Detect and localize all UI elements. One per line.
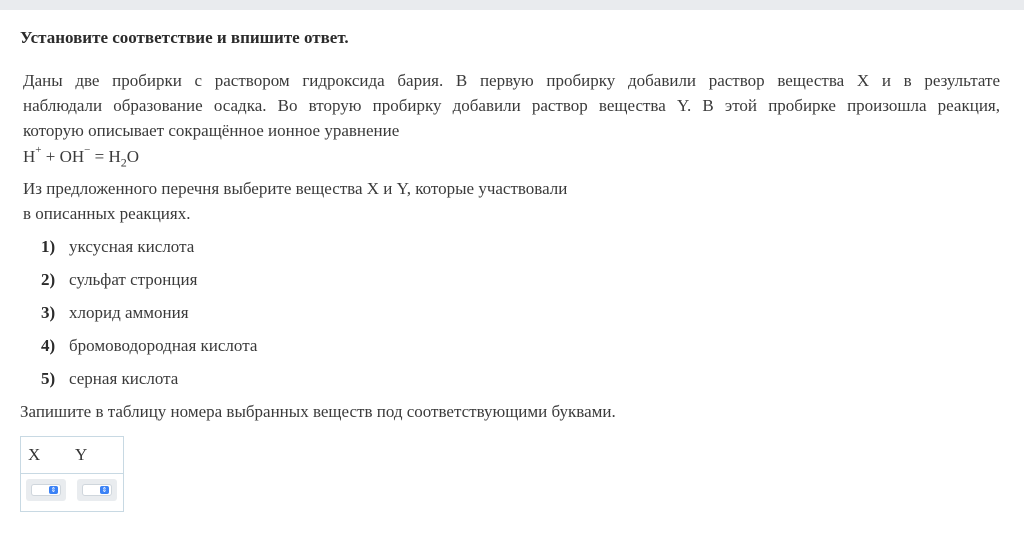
eq-oh-charge: − bbox=[84, 144, 91, 157]
option-number: 5) bbox=[41, 369, 56, 388]
option-label: уксусная кислота bbox=[69, 237, 195, 256]
answer-cell-y bbox=[72, 474, 124, 512]
paragraph-line: наблюдали образование осадка. Во вторую пробирку добавили раствор вещества Y. В этой пробирке произошла реакция, bbox=[23, 96, 1000, 115]
select-x-dropdown[interactable] bbox=[31, 484, 61, 496]
select-y-dropdown[interactable] bbox=[82, 484, 112, 496]
option-item bbox=[41, 336, 257, 356]
option-number: 4) bbox=[41, 336, 56, 355]
chevron-updown-icon: ⇕ bbox=[101, 486, 108, 494]
option-number: 2) bbox=[41, 270, 56, 289]
answer-select-row bbox=[21, 474, 124, 512]
chevron-updown-icon: ⇕ bbox=[50, 486, 57, 494]
option-number: 3) bbox=[41, 303, 56, 322]
option-number: 1) bbox=[41, 237, 56, 256]
option-label: хлорид аммония bbox=[69, 303, 189, 322]
answer-table bbox=[20, 436, 124, 512]
choose-line: Из предложенного перечня выберите вещества X и Y, которые участвовали bbox=[23, 179, 568, 198]
eq-equals-h: = H bbox=[90, 147, 121, 166]
column-y-header: Y bbox=[75, 445, 88, 464]
answer-header-row bbox=[21, 437, 124, 474]
select-x-wrapper bbox=[26, 479, 66, 501]
top-bar bbox=[0, 0, 1024, 10]
option-label: серная кислота bbox=[69, 369, 179, 388]
choose-line: в описанных реакциях. bbox=[23, 204, 191, 223]
select-y-wrapper bbox=[77, 479, 117, 501]
eq-oh: + OH bbox=[41, 147, 85, 166]
instruction-text: Запишите в таблицу номера выбранных веществ под соответствующими буквами. bbox=[20, 402, 616, 421]
ionic-equation bbox=[23, 144, 140, 170]
paragraph-line: Даны две пробирки с раствором гидроксида бария. В первую пробирку добавили раствор вещества X и в результате bbox=[23, 71, 1000, 90]
choose-text bbox=[23, 176, 567, 226]
option-item bbox=[41, 303, 189, 323]
eq-water-o: O bbox=[126, 147, 140, 166]
option-item bbox=[41, 270, 197, 290]
column-x-header: X bbox=[28, 445, 41, 464]
task-heading: Установите соответствие и впишите ответ. bbox=[20, 28, 349, 47]
answer-cell-x bbox=[21, 474, 73, 512]
option-label: сульфат стронция bbox=[69, 270, 198, 289]
eq-h: H bbox=[23, 147, 36, 166]
paragraph-line: которую описывает сокращённое ионное уравнение bbox=[23, 121, 400, 140]
option-item bbox=[41, 237, 194, 257]
task-paragraph bbox=[23, 68, 1000, 143]
eq-water-sub: 2 bbox=[120, 155, 127, 170]
option-label: бромоводородная кислота bbox=[69, 336, 258, 355]
option-item bbox=[41, 369, 178, 389]
eq-h-charge: + bbox=[35, 144, 42, 157]
